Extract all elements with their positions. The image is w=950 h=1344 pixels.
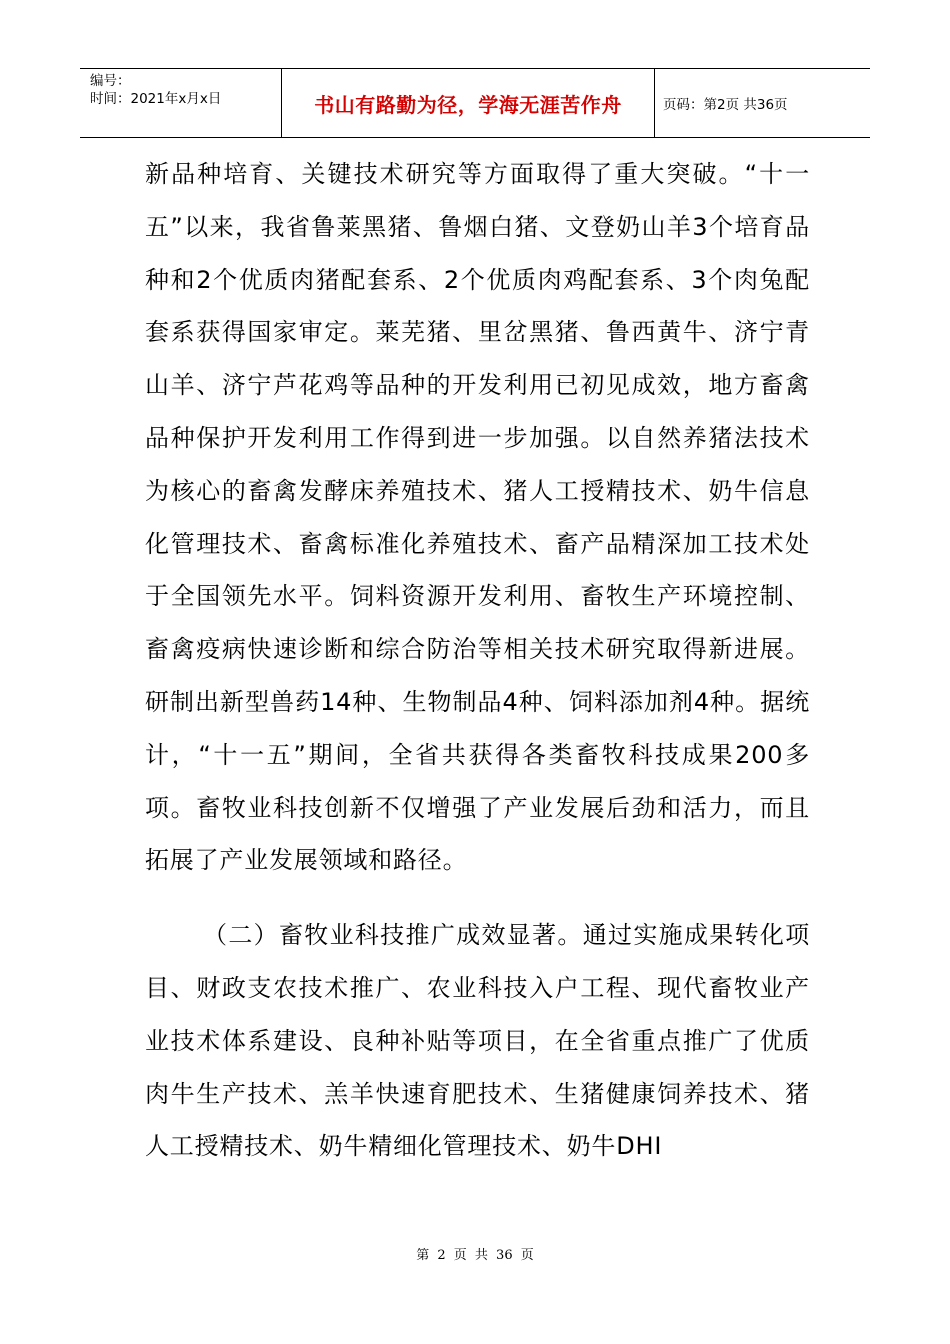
page-header	[80, 68, 870, 138]
body-paragraph-1: 新品种培育、关键技术研究等方面取得了重大突破。“十一五”以来，我省鲁莱黑猪、鲁烟白猪、文登奶山羊3个培育品种和2个优质肉猪配套系、2个优质肉鸡配套系、3个肉兔配套系获得国家审定。莱芜猪、里岔黑猪、鲁西黄牛、济宁青山羊、济宁芦花鸡等品种的开发利用已初见成效，地方畜禽品种保护开发利用工作得到进一步加强。以自然养猪法技术为核心的畜禽发酵床养殖技术、猪人工授精技术、奶牛信息化管理技术、畜禽标准化养殖技术、畜产品精深加工技术处于全国领先水平。饲料资源开发利用、畜牧生产环境控制、畜禽疫病快速诊断和综合防治等相关技术研究取得新进展。研制出新型兽药14种、生物制品4种、饲料添加剂4种。据统计，“十一五”期间，全省共获得各类畜牧科技成果200多项。畜牧业科技创新不仅增强了产业发展后劲和活力，而且拓展了产业发展领域和路径。	[145, 160, 810, 875]
document-time-label: 时间：2021年x月x日	[90, 91, 222, 107]
header-page-code: 页码：第2页 共36页	[663, 97, 788, 113]
document-body	[145, 148, 810, 1173]
page-footer: 第 2 页 共 36 页	[416, 1248, 534, 1263]
body-paragraph-2: （二）畜牧业科技推广成效显著。通过实施成果转化项目、财政支农技术推广、农业科技入户工程、现代畜牧业产业技术体系建设、良种补贴等项目，在全省重点推广了优质肉牛生产技术、羔羊快速育肥技术、生猪健康饲养技术、猪人工授精技术、奶牛精细化管理技术、奶牛DHI	[145, 921, 810, 1161]
header-meta	[80, 69, 282, 137]
header-motto: 书山有路勤为径，学海无涯苦作舟	[282, 69, 655, 137]
document-number-label: 编号：	[90, 73, 131, 89]
